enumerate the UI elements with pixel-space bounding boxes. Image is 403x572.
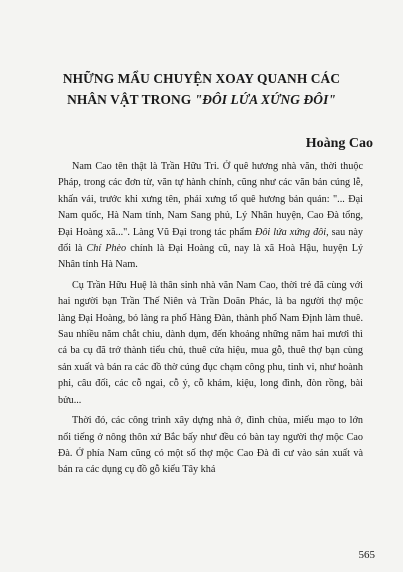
title-work-name: "ĐÔI LỨA XỨNG ĐÔI" xyxy=(194,92,336,107)
article-title xyxy=(40,68,363,110)
title-line-2 xyxy=(40,89,363,110)
page-number: 565 xyxy=(358,549,375,561)
work-title-chi-pheo: Chí Phèo xyxy=(86,243,127,255)
paragraph-1 xyxy=(58,159,363,274)
author-name: Hoàng Cao xyxy=(305,136,373,151)
article-body xyxy=(58,159,363,483)
paragraph-1-text-c: chính là Đại Hoàng cũ, nay là xã Hoà Hậu, huyện Lý Nhân tỉnh Hà Nam. xyxy=(58,243,364,271)
paragraph-1-text-a: Nam Cao tên thật là Trần Hữu Tri. Ở quê hương nhà văn, thời thuộc Pháp, trong các đơn từ, văn tự hành chính, cũng như các văn bản cúng lễ, khấn vái, trước khi xưng tên, phải xưng tổ quê hương bản quán: "... Đại Nam quốc, Hà Nam tỉnh, Nam Sang phủ, Lý Nhân huyện, Cao Đà tổng, Đại Hoàng xã...". Làng Vũ Đại trong tác phẩm xyxy=(58,161,363,238)
title-line-2-prefix: NHÂN VẬT TRONG xyxy=(67,92,195,107)
work-title-doi-lua: Đôi lứa xứng đôi xyxy=(254,226,327,238)
paragraph-1-text-b: , sau này đổi là xyxy=(58,226,363,255)
title-line-1: NHỮNG MẨU CHUYỆN XOAY QUANH CÁC xyxy=(62,71,341,86)
paragraph-3: Thời đó, các công trình xây dựng nhà ở, đình chùa, miếu mạo to lớn nổi tiếng ở nông thôn xứ Bắc bấy như đều có bàn tay người thợ mộc Cao Đà. Ở phía Nam cũng có một số thợ mộc Cao Đà đi cư vào sản xuất và bán ra các dụng cụ đồ gỗ kiểu Tây khá xyxy=(58,415,363,476)
paragraph-2: Cụ Trần Hữu Huệ là thân sinh nhà văn Nam Cao, thời trẻ đã cùng với hai người bạn Trần Thế Niên và Trần Doãn Phác, là ba người thợ mộc làng Đại Hoàng, bỏ làng ra phố Hàng Đàn, thành phố Nam Định làm thuê. Sau nhiều năm chắt chiu, dành dụm, đến khoảng những năm hai mươi thì cả ba cụ đã trở thành tiểu chủ, thuê cửa hiệu, mua gỗ, thuê thợ bạn cùng sản xuất và bán ra các đồ thờ cúng đục chạm công phu, tinh vi, như hoành phi, câu đối, các cỗ ngai, cỗ ỷ, cỗ khám, kiệu, long đình, đòn rồng, bài bửu... xyxy=(58,279,363,406)
